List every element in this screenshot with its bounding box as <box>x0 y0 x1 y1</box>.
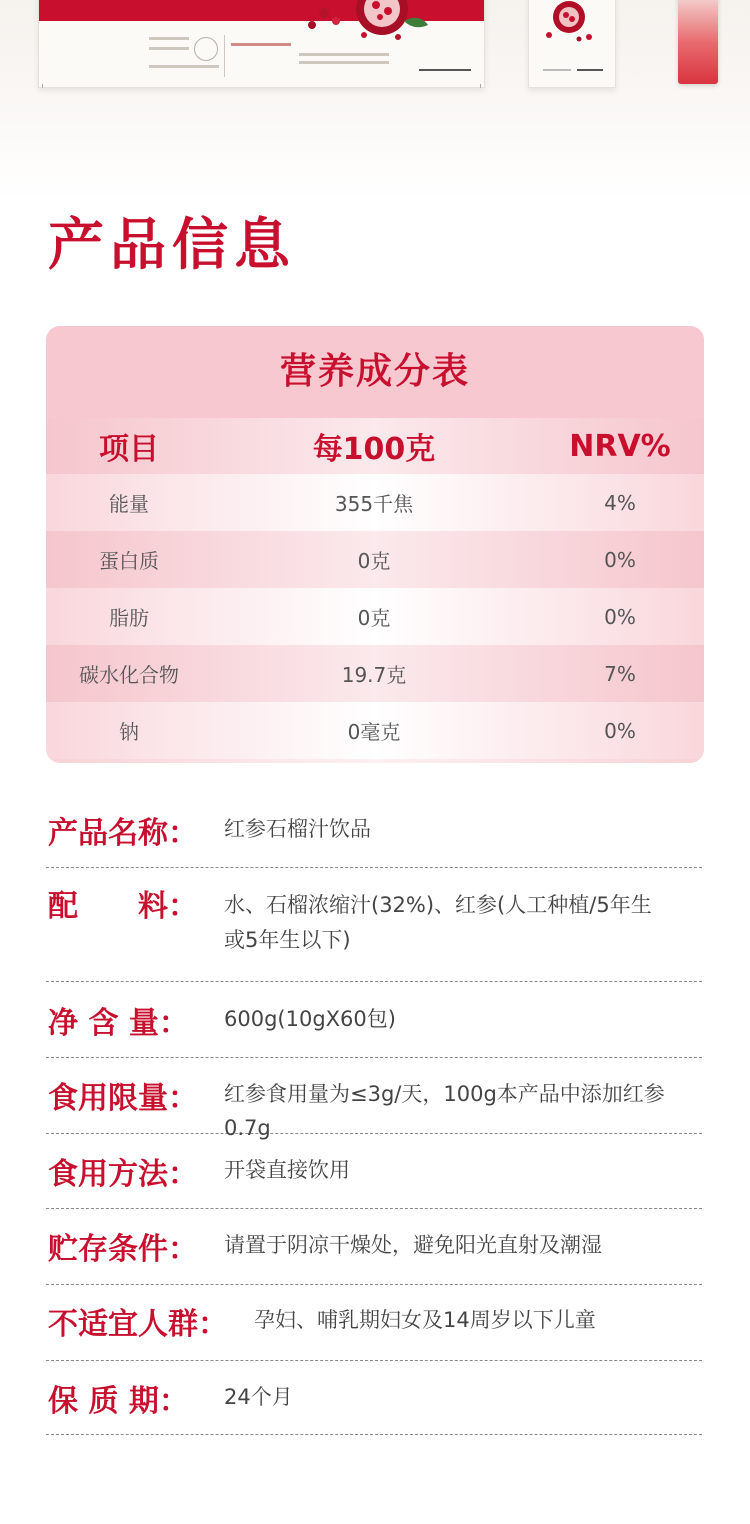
info-value: 水、石榴浓缩汁(32%)、红参(人工种植/5年生 <box>224 893 652 917</box>
info-label: 食用方法： <box>48 1157 198 1192</box>
table-row <box>46 531 704 588</box>
table-row <box>46 645 704 702</box>
info-value-line2: 或5年生以下) <box>224 928 351 952</box>
box-logo-emblem <box>194 37 218 61</box>
box-text-line <box>299 53 389 56</box>
info-row-unsuitable-groups <box>46 1284 702 1361</box>
box-brand-mark <box>419 69 471 71</box>
box-text-line <box>149 65 219 68</box>
info-row-intake-limit <box>46 1057 702 1140</box>
cell-item: 蛋白质 <box>99 549 159 573</box>
info-value: 孕妇、哺乳期妇女及14周岁以下儿童 <box>254 1308 596 1332</box>
pomegranate-illustration <box>294 0 434 47</box>
box-text-line <box>543 69 571 71</box>
cell-nrv: 4% <box>604 490 636 515</box>
page-title: 产品信息 <box>48 213 296 278</box>
cell-per100g: 0克 <box>357 549 391 573</box>
info-value: 红参食用量为≤3g/天，100g本产品中添加红参0.7g <box>224 1082 665 1140</box>
pomegranate-small-illustration <box>539 1 605 43</box>
info-value: 请置于阴凉干燥处，避免阳光直射及潮湿 <box>224 1233 602 1257</box>
box-brand-mark <box>577 69 603 71</box>
col-header-item: 项目 <box>99 432 159 467</box>
nutrition-table <box>46 326 704 763</box>
info-row-net-content <box>46 981 702 1058</box>
box-text-line <box>231 43 291 46</box>
cell-item: 碳水化合物 <box>79 663 179 687</box>
box-text-line <box>149 47 189 50</box>
product-packaging-strip <box>0 0 750 200</box>
cell-nrv: 7% <box>604 661 636 686</box>
cell-nrv: 0% <box>604 718 636 743</box>
box-divider <box>224 35 225 77</box>
info-label: 贮存条件： <box>48 1232 198 1267</box>
cell-item: 钠 <box>119 720 139 744</box>
table-row <box>46 702 704 759</box>
cell-item: 能量 <box>109 492 149 516</box>
info-label: 食用限量： <box>48 1081 198 1116</box>
info-label: 配 料： <box>48 889 198 924</box>
table-row <box>46 588 704 645</box>
info-row-storage <box>46 1208 702 1285</box>
col-header-per100g: 每100克 <box>312 432 436 467</box>
cell-per100g: 0毫克 <box>347 720 401 744</box>
cell-per100g: 19.7克 <box>341 663 407 687</box>
shadow-tick <box>480 84 481 88</box>
info-value: 开袋直接饮用 <box>224 1158 350 1182</box>
small-box-image <box>528 0 616 88</box>
nutrition-table-title: 营养成分表 <box>46 326 704 418</box>
cell-nrv: 0% <box>604 604 636 629</box>
info-row-usage <box>46 1133 702 1209</box>
cell-per100g: 0克 <box>357 606 391 630</box>
cell-per100g: 355千焦 <box>334 492 414 516</box>
gift-box-image <box>38 0 485 88</box>
table-row <box>46 474 704 531</box>
info-value: 24个月 <box>224 1385 293 1409</box>
info-label: 净 含 量： <box>48 1006 189 1041</box>
stick-pack-image <box>678 0 718 84</box>
info-label: 不适宜人群： <box>48 1307 228 1342</box>
cell-item: 脂肪 <box>109 606 149 630</box>
nutrition-header-row <box>46 418 704 474</box>
info-label: 产品名称： <box>48 816 198 851</box>
box-text-line <box>149 37 189 40</box>
info-row-shelf-life <box>46 1360 702 1435</box>
info-label: 保 质 期： <box>48 1384 189 1419</box>
col-header-nrv: NRV% <box>569 428 671 464</box>
info-row-ingredients <box>46 867 702 982</box>
shadow-tick <box>42 84 43 88</box>
info-value: 红参石榴汁饮品 <box>224 817 371 841</box>
box-text-line <box>299 61 389 64</box>
info-row-product-name <box>46 795 702 868</box>
cell-nrv: 0% <box>604 547 636 572</box>
info-value: 600g(10gX60包) <box>224 1007 396 1031</box>
